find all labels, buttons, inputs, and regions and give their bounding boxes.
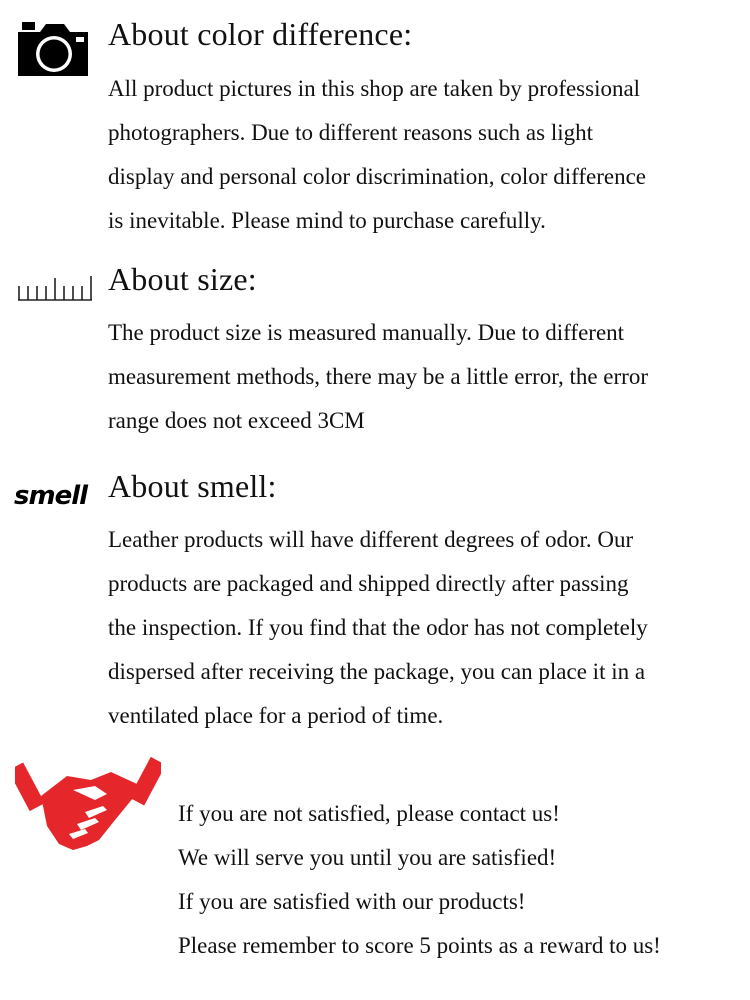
text-line: If you are satisfied with our products! (178, 889, 526, 914)
text-line: the inspection. If you find that the odor has not completely (108, 615, 648, 640)
smell-logo-text: smell (14, 481, 88, 511)
text-line: Leather products will have different degrees of odor. Our (108, 527, 634, 552)
heading-smell: About smell: (108, 468, 277, 504)
text-line: Please remember to score 5 points as a reward to us! (178, 933, 661, 958)
text-line: display and personal color discrimination, color difference (108, 164, 646, 189)
text-line: products are packaged and shipped directly after passing (108, 571, 629, 596)
text-line: If you are not satisfied, please contact us! (178, 801, 560, 826)
text-line: dispersed after receiving the package, you can place it in a (108, 659, 646, 684)
heading-color-difference: About color difference: (108, 16, 413, 52)
text-line: is inevitable. Please mind to purchase carefully. (108, 208, 546, 233)
text-line: photographers. Due to different reasons such as light (108, 120, 594, 145)
text-line: ventilated place for a period of time. (108, 703, 444, 728)
text-line: The product size is measured manually. Due to different (108, 320, 625, 345)
paragraph-closing (178, 792, 748, 968)
paragraph-color-difference (108, 67, 744, 243)
text-line: We will serve you until you are satisfied! (178, 845, 557, 870)
smell-logo-icon (12, 473, 98, 518)
paragraph-size (108, 311, 744, 443)
camera-icon (16, 18, 90, 83)
text-line: All product pictures in this shop are taken by professional (108, 76, 641, 101)
heading-size: About size: (108, 261, 257, 297)
handshake-icon (15, 750, 161, 865)
section-color-difference (0, 0, 750, 250)
section-closing (0, 748, 750, 1000)
section-size (0, 250, 750, 450)
ruler-icon (16, 264, 94, 309)
text-line: measurement methods, there may be a little error, the error (108, 364, 648, 389)
paragraph-smell (108, 518, 744, 738)
text-line: range does not exceed 3CM (108, 408, 365, 433)
section-smell (0, 455, 750, 745)
